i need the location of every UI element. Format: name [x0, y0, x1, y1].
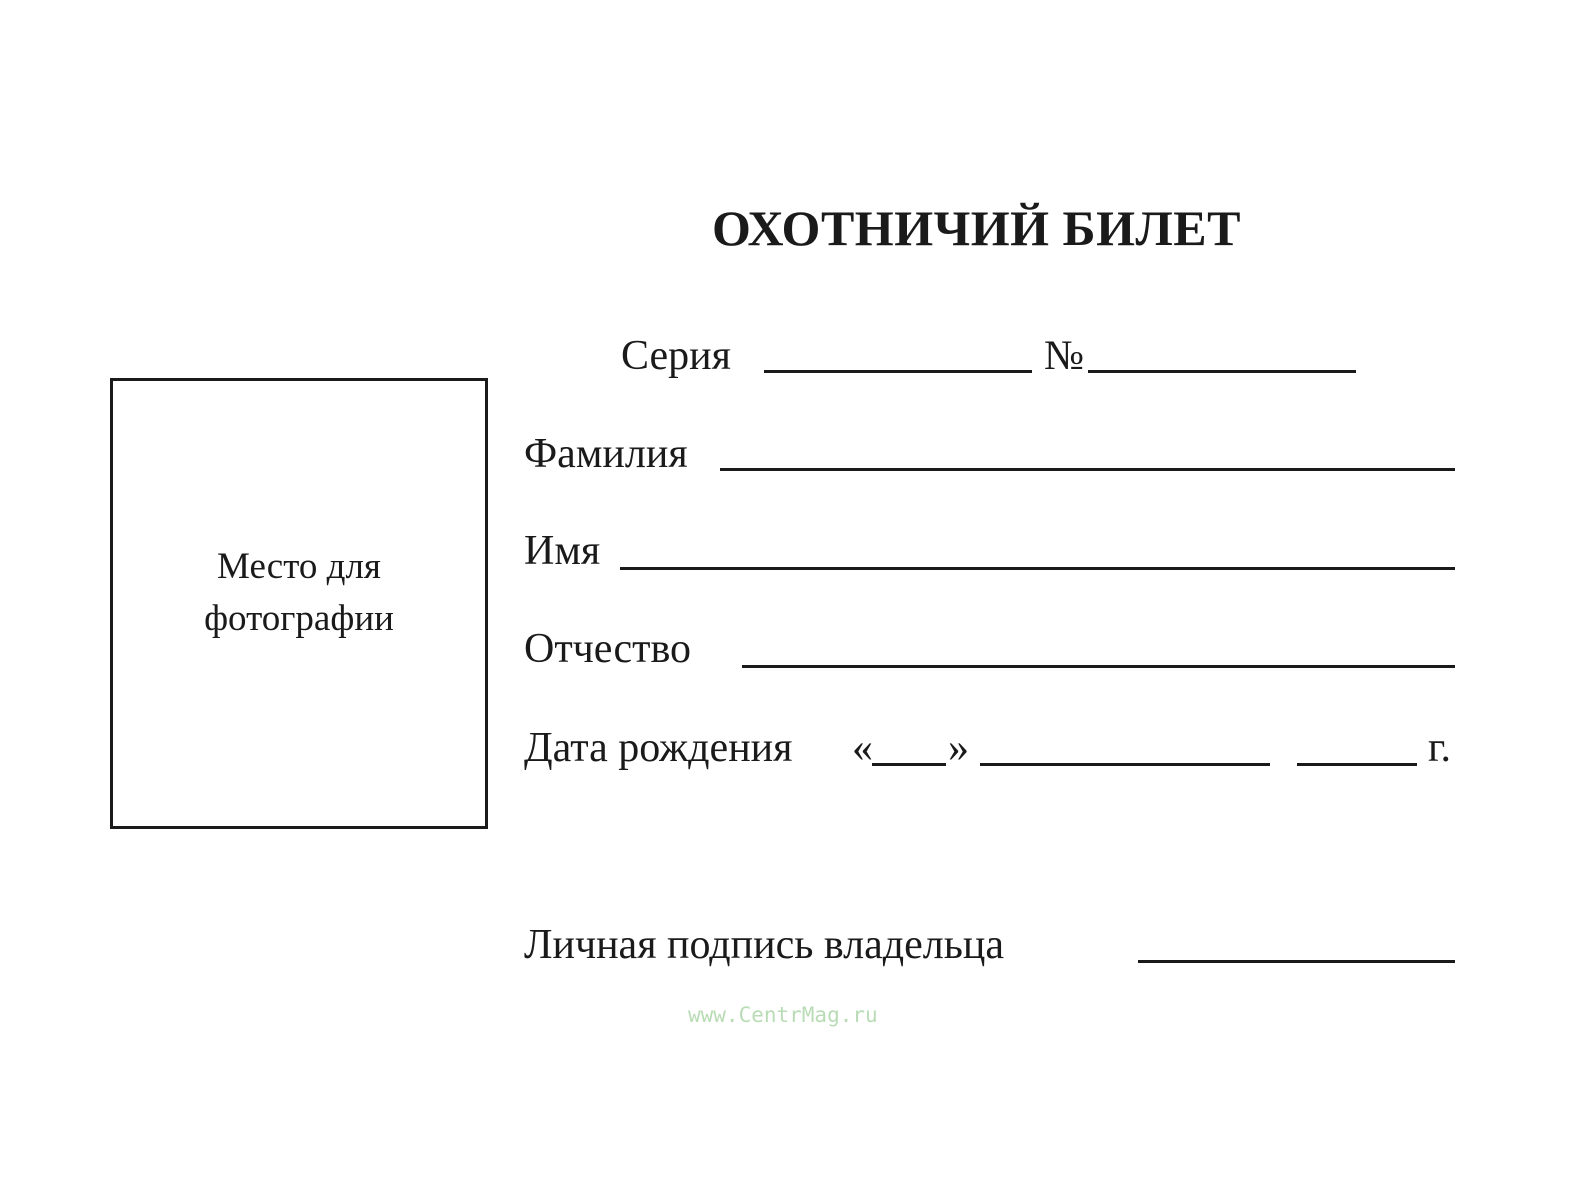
name-label: Имя	[524, 528, 601, 574]
series-field-line[interactable]	[764, 370, 1032, 373]
patronymic-field-line[interactable]	[742, 665, 1455, 668]
birthdate-quote-close: »	[948, 725, 969, 771]
photo-placeholder-label: Место для фотографии	[204, 546, 394, 639]
watermark-text: www.CentrMag.ru	[688, 1003, 878, 1027]
year-suffix: г.	[1428, 725, 1451, 771]
photo-placeholder-box	[110, 378, 488, 829]
birth-day-field-line[interactable]	[872, 763, 946, 766]
name-field-line[interactable]	[620, 567, 1455, 570]
birth-month-field-line[interactable]	[980, 763, 1270, 766]
number-label: №	[1044, 333, 1085, 379]
form-title: ОХОТНИЧИЙ БИЛЕТ	[712, 200, 1241, 256]
series-label: Серия	[621, 333, 731, 379]
birthdate-quote-open: «	[852, 725, 873, 771]
signature-field-line[interactable]	[1138, 960, 1455, 963]
birthdate-label: Дата рождения	[524, 725, 793, 771]
surname-label: Фамилия	[524, 431, 688, 477]
signature-label: Личная подпись владельца	[524, 922, 1005, 968]
birth-year-field-line[interactable]	[1297, 763, 1417, 766]
surname-field-line[interactable]	[720, 468, 1455, 471]
patronymic-label: Отчество	[524, 626, 692, 672]
number-field-line[interactable]	[1088, 370, 1356, 373]
